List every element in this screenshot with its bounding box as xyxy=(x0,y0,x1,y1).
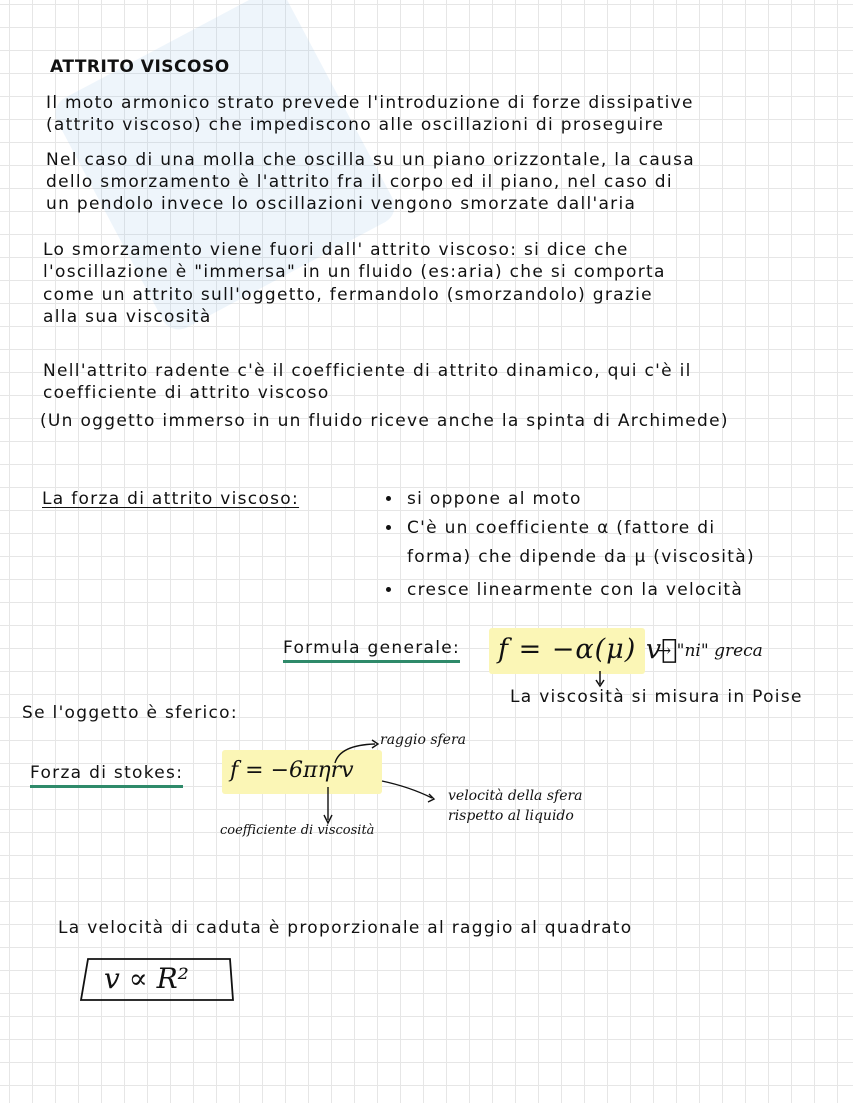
viscosity-note: La viscosità si misura in Poise xyxy=(510,687,803,707)
bullet-dot-2 xyxy=(386,525,391,530)
para2-line1: Nel caso di una molla che oscilla su un piano orizzontale, la causa xyxy=(46,150,695,170)
radius-note: raggio sfera xyxy=(380,732,467,748)
stokes-arrows xyxy=(320,735,470,845)
para1-line1: Il moto armonico strato prevede l'introduzione di forze dissipative xyxy=(46,93,694,113)
para3-line3: come un attrito sull'oggetto, fermandolo (smorzandolo) grazie xyxy=(43,285,653,305)
formula-arrow-note: → "ni" greca xyxy=(657,641,763,661)
para2-line3: un pendolo invece lo oscillazioni vengono smorzate dall'aria xyxy=(46,194,637,214)
bullet-dot-3 xyxy=(386,587,391,592)
velocity-note-1: velocità della sfera xyxy=(448,788,583,804)
stokes-equation: f = −6πηrv xyxy=(230,758,354,783)
stokes-label: Forza di stokes: xyxy=(30,762,183,788)
para3-line1: Lo smorzamento viene fuori dall' attrito viscoso: si dice che xyxy=(43,240,629,260)
formula-label: Formula generale: xyxy=(283,637,460,663)
bullet-2: C'è un coefficiente α (fattore di xyxy=(407,518,716,538)
para5: (Un oggetto immerso in un fluido riceve anche la spinta di Archimede) xyxy=(40,411,729,431)
coefficient-note: coefficiente di viscosità xyxy=(220,823,375,838)
para4-line2: coefficiente di attrito viscoso xyxy=(43,383,330,403)
para3-line2: l'oscillazione è "immersa" in un fluido (es:aria) che si comporta xyxy=(43,262,666,282)
para1-line2: (attrito viscoso) che impediscono alle oscillazioni di proseguire xyxy=(46,115,665,135)
para3-line4: alla sua viscosità xyxy=(43,307,212,327)
para4-line1: Nell'attrito radente c'è il coefficiente di attrito dinamico, qui c'è il xyxy=(43,361,692,381)
bullet-1: si oppone al moto xyxy=(407,489,582,509)
bullet-2-cont: forma) che dipende da μ (viscosità) xyxy=(407,547,755,567)
fall-text: La velocità di caduta è proporzionale al raggio al quadrato xyxy=(58,918,633,938)
para2-line2: dello smorzamento è l'attrito fra il corpo ed il piano, nel caso di xyxy=(46,172,673,192)
sphere-label: Se l'oggetto è sferico: xyxy=(22,703,238,723)
page-title: ATTRITO VISCOSO xyxy=(50,57,230,77)
bullet-3: cresce linearmente con la velocità xyxy=(407,580,744,600)
force-label: La forza di attrito viscoso: xyxy=(42,489,300,509)
boxed-formula: v ∝ R² xyxy=(104,962,189,995)
formula-equation: f = −α(μ) v⃗ xyxy=(498,634,679,665)
bullet-dot-1 xyxy=(386,496,391,501)
velocity-note-2: rispetto al liquido xyxy=(448,808,574,824)
